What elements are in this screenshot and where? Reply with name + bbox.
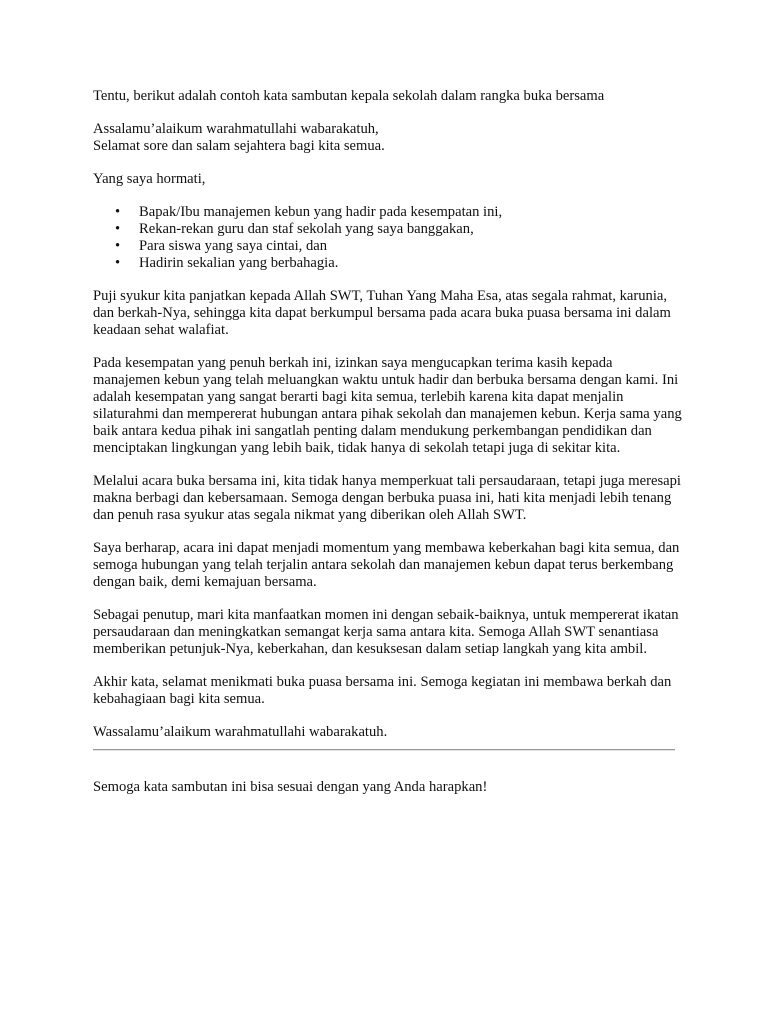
paragraph-togetherness: Melalui acara buka bersama ini, kita tidak hanya memperkuat tali persaudaraan, tetapi juga meresapi makna berbagi dan kebersamaan. Semoga dengan berbuka puasa ini, hati kita menjadi lebih tenang dan penuh rasa syukur atas segala nikmat yang diberikan oleh Allah SWT. [93, 473, 681, 523]
attendee-list [93, 204, 683, 272]
paragraph-thanks: Pada kesempatan yang penuh berkah ini, izinkan saya mengucapkan terima kasih kepada manajemen kebun yang telah meluangkan waktu untuk hadir dan berbuka bersama dengan kami. Ini adalah kesempatan yang sangat berarti bagi kita semua, terlebih karena kita dapat menjalin silaturahmi dan mempererat hubungan antara pihak sekolah dan manajemen kebun. Kerja sama yang baik antara kedua pihak ini sangatlah penting dalam mendukung perkembangan pendidikan dan menciptakan lingkungan yang lebih baik, tidak hanya di sekolah tetapi juga di sekitar kita. [93, 355, 682, 456]
document-page [93, 88, 683, 812]
greeting [93, 121, 683, 155]
list-item: • Rekan-rekan guru dan staf sekolah yang saya banggakan, [139, 221, 683, 238]
list-item: • Hadirin sekalian yang berbahagia. [139, 255, 683, 272]
paragraph-gratitude: Puji syukur kita panjatkan kepada Allah SWT, Tuhan Yang Maha Esa, atas segala rahmat, karunia, dan berkah-Nya, sehingga kita dapat berkumpul bersama pada acara buka puasa bersama ini dalam keadaan sehat walafiat. [93, 288, 671, 338]
footer-note: Semoga kata sambutan ini bisa sesuai dengan yang Anda harapkan! [93, 779, 488, 795]
paragraph-closing-remarks: Sebagai penutup, mari kita manfaatkan momen ini dengan sebaik-baiknya, untuk mempererat ikatan persaudaraan dan meningkatkan semangat kerja sama antara kita. Semoga Allah SWT senantiasa memberikan petunjuk-Nya, keberkahan, dan kesuksesan dalam setiap langkah yang kita ambil. [93, 607, 679, 657]
paragraph-final-words: Akhir kata, selamat menikmati buka puasa bersama ini. Semoga kegiatan ini membawa berkah dan kebahagiaan bagi kita semua. [93, 674, 672, 707]
greeting-salam: Assalamu’alaikum warahmatullahi wabarakatuh, [93, 121, 379, 137]
list-item: • Para siswa yang saya cintai, dan [139, 238, 683, 255]
horizontal-divider [93, 749, 675, 751]
list-item: • Bapak/Ibu manajemen kebun yang hadir pada kesempatan ini, [139, 204, 683, 221]
intro-text: Tentu, berikut adalah contoh kata sambutan kepala sekolah dalam rangka buka bersama [93, 88, 605, 104]
paragraph-hope: Saya berharap, acara ini dapat menjadi momentum yang membawa keberkahan bagi kita semua, dan semoga hubungan yang telah terjalin antara sekolah dan manajemen kebun dapat terus berkembang dengan baik, demi kemajuan bersama. [93, 540, 680, 590]
closing-salam: Wassalamu’alaikum warahmatullahi wabarakatuh. [93, 724, 388, 740]
respected-heading: Yang saya hormati, [93, 171, 206, 187]
greeting-selamat-sore: Selamat sore dan salam sejahtera bagi kita semua. [93, 138, 385, 154]
